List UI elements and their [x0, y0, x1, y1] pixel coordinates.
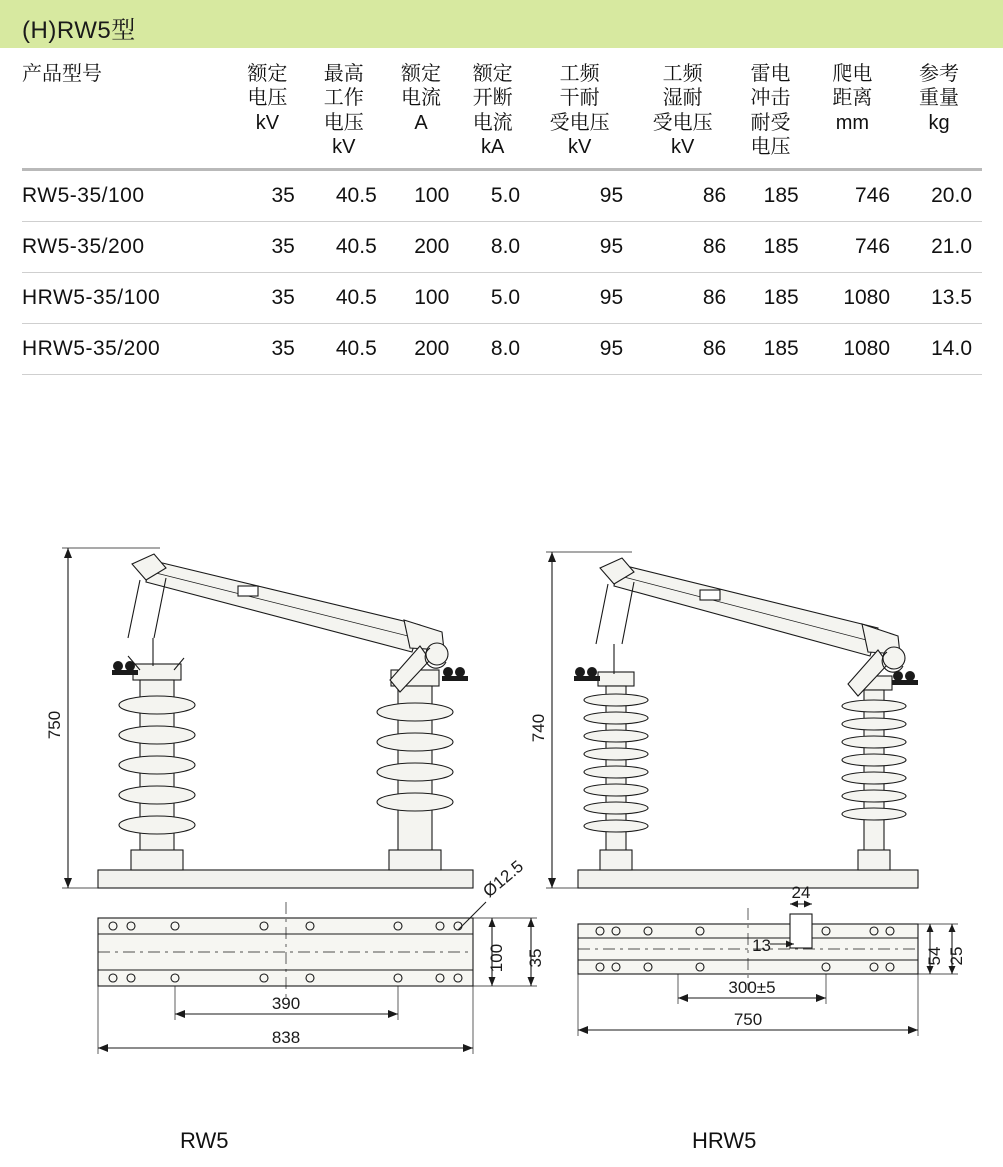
cell-rated-voltage: 35: [234, 323, 305, 374]
hdr-line: 电流: [401, 87, 441, 110]
dim-text-13: 13: [752, 936, 771, 955]
cell-max-voltage: 40.5: [305, 169, 387, 221]
dim-text-750-base: 750: [733, 1010, 763, 1029]
cell-pf-dry: 95: [530, 272, 633, 323]
dim-text-25: 25: [947, 946, 966, 966]
column-header-rated-voltage: [234, 62, 305, 169]
hdr-line: mm: [835, 111, 870, 134]
cell-lightning: 185: [736, 169, 809, 221]
dim-text-838: 838: [271, 1028, 301, 1047]
hdr-line: 开断: [472, 87, 513, 110]
drawings-svg: [0, 520, 1003, 1160]
cell-model: HRW5-35/100: [22, 272, 234, 323]
hdr-line: kV: [671, 136, 695, 159]
cell-pf-wet: 86: [633, 221, 736, 272]
dim-text-24: 24: [791, 883, 811, 902]
table-row: [22, 169, 982, 221]
cell-rated-current: 100: [387, 272, 460, 323]
cell-model: HRW5-35/200: [22, 323, 234, 374]
column-header-power-frequency-dry: [530, 62, 633, 169]
hdr-line: 干耐: [559, 87, 600, 110]
base-plate-elevation: [578, 870, 918, 888]
cell-weight: 21.0: [900, 221, 982, 272]
hdr-line: 受电压: [652, 111, 713, 134]
cell-breaking-current: 8.0: [459, 221, 530, 272]
hdr-line: 爬电: [832, 63, 873, 85]
hdr-line: 最高: [323, 63, 364, 85]
hdr-line: 雷电: [750, 63, 791, 85]
hdr-line: 参考: [919, 63, 960, 85]
cell-pf-dry: 95: [530, 169, 633, 221]
hdr-line: kV: [255, 111, 280, 134]
insulator-right: [842, 676, 906, 870]
page-title-bar: [0, 0, 1003, 48]
page-title: (H)RW5型: [22, 17, 136, 44]
column-header-max-voltage: [305, 62, 387, 169]
fuse-tube-assembly: [596, 558, 905, 696]
cell-rated-current: 200: [387, 323, 460, 374]
cell-rated-voltage: 35: [234, 272, 305, 323]
hdr-line: 湿耐: [662, 87, 703, 110]
dim-text-35: 35: [526, 948, 545, 968]
column-header-model: [22, 62, 234, 169]
cell-weight: 14.0: [900, 323, 982, 374]
hdr-line: 工频: [662, 63, 703, 85]
column-header-creepage-distance: [809, 62, 900, 169]
dim-text-740: 740: [529, 713, 548, 743]
table-row: [22, 323, 982, 374]
column-header-rated-current: [387, 62, 460, 169]
hdr-line: 电压: [750, 136, 791, 159]
cell-lightning: 185: [736, 221, 809, 272]
cell-rated-current: 100: [387, 169, 460, 221]
insulator-right: [377, 670, 453, 870]
cell-creepage: 746: [809, 169, 900, 221]
drawing-hrw5: [546, 552, 958, 1036]
table-body: [22, 169, 982, 374]
table-header-row: [22, 62, 982, 169]
dim-text-300: 300±5: [728, 978, 776, 997]
hdr-line: 耐受: [750, 111, 791, 134]
cell-breaking-current: 5.0: [459, 272, 530, 323]
drawing-rw5: [62, 548, 537, 1054]
hdr-line: 距离: [832, 87, 873, 110]
hdr-line: 额定: [247, 63, 288, 85]
hdr-line: kA: [481, 136, 505, 159]
cell-model: RW5-35/100: [22, 169, 234, 221]
cell-pf-wet: 86: [633, 323, 736, 374]
dim-text-750: 750: [45, 710, 64, 740]
cell-weight: 13.5: [900, 272, 982, 323]
caption-hrw5: HRW5: [692, 1128, 757, 1153]
cell-lightning: 185: [736, 272, 809, 323]
dim-text-100: 100: [487, 943, 506, 973]
hdr-line: 重量: [919, 87, 960, 110]
hdr-line: 电压: [323, 111, 364, 134]
caption-rw5: RW5: [180, 1128, 229, 1153]
cell-pf-dry: 95: [530, 323, 633, 374]
cell-rated-voltage: 35: [234, 221, 305, 272]
cell-weight: 20.0: [900, 169, 982, 221]
hdr-line: kV: [567, 136, 592, 159]
cell-lightning: 185: [736, 323, 809, 374]
table-header: [22, 62, 982, 169]
cell-creepage: 746: [809, 221, 900, 272]
hdr-line: kg: [928, 111, 950, 134]
column-header-lightning-impulse: [736, 62, 809, 169]
cell-creepage: 1080: [809, 272, 900, 323]
column-header-weight: [900, 62, 982, 169]
cell-max-voltage: 40.5: [305, 221, 387, 272]
cell-breaking-current: 5.0: [459, 169, 530, 221]
cell-pf-wet: 86: [633, 169, 736, 221]
cell-max-voltage: 40.5: [305, 272, 387, 323]
cell-rated-current: 200: [387, 221, 460, 272]
column-header-model-label: 产品型号: [22, 63, 102, 85]
hdr-line: 额定: [401, 63, 441, 85]
dim-text-54: 54: [925, 946, 944, 966]
hdr-line: 额定: [472, 63, 513, 85]
hdr-line: A: [414, 111, 428, 134]
hdr-line: 电流: [472, 111, 513, 134]
cell-max-voltage: 40.5: [305, 323, 387, 374]
cell-breaking-current: 8.0: [459, 323, 530, 374]
hdr-line: 电压: [247, 87, 288, 110]
cell-pf-dry: 95: [530, 221, 633, 272]
hdr-line: 工作: [323, 87, 364, 110]
hdr-line: 工频: [559, 63, 600, 85]
table-row: [22, 221, 982, 272]
hdr-line: kV: [332, 136, 356, 159]
specification-table: [22, 62, 982, 375]
hdr-line: 冲击: [750, 87, 791, 110]
hdr-line: 受电压: [549, 111, 610, 134]
column-header-power-frequency-wet: [633, 62, 736, 169]
column-header-breaking-current: [459, 62, 530, 169]
cell-pf-wet: 86: [633, 272, 736, 323]
table-row: [22, 272, 982, 323]
cell-creepage: 1080: [809, 323, 900, 374]
cell-rated-voltage: 35: [234, 169, 305, 221]
dim-text-390: 390: [271, 994, 301, 1013]
base-plate-elevation: [98, 870, 473, 888]
technical-drawings: [0, 520, 1003, 1160]
cell-model: RW5-35/200: [22, 221, 234, 272]
base-plate-plan: [98, 902, 486, 1002]
dim-text-hole-dia: Ø12.5: [479, 856, 528, 902]
